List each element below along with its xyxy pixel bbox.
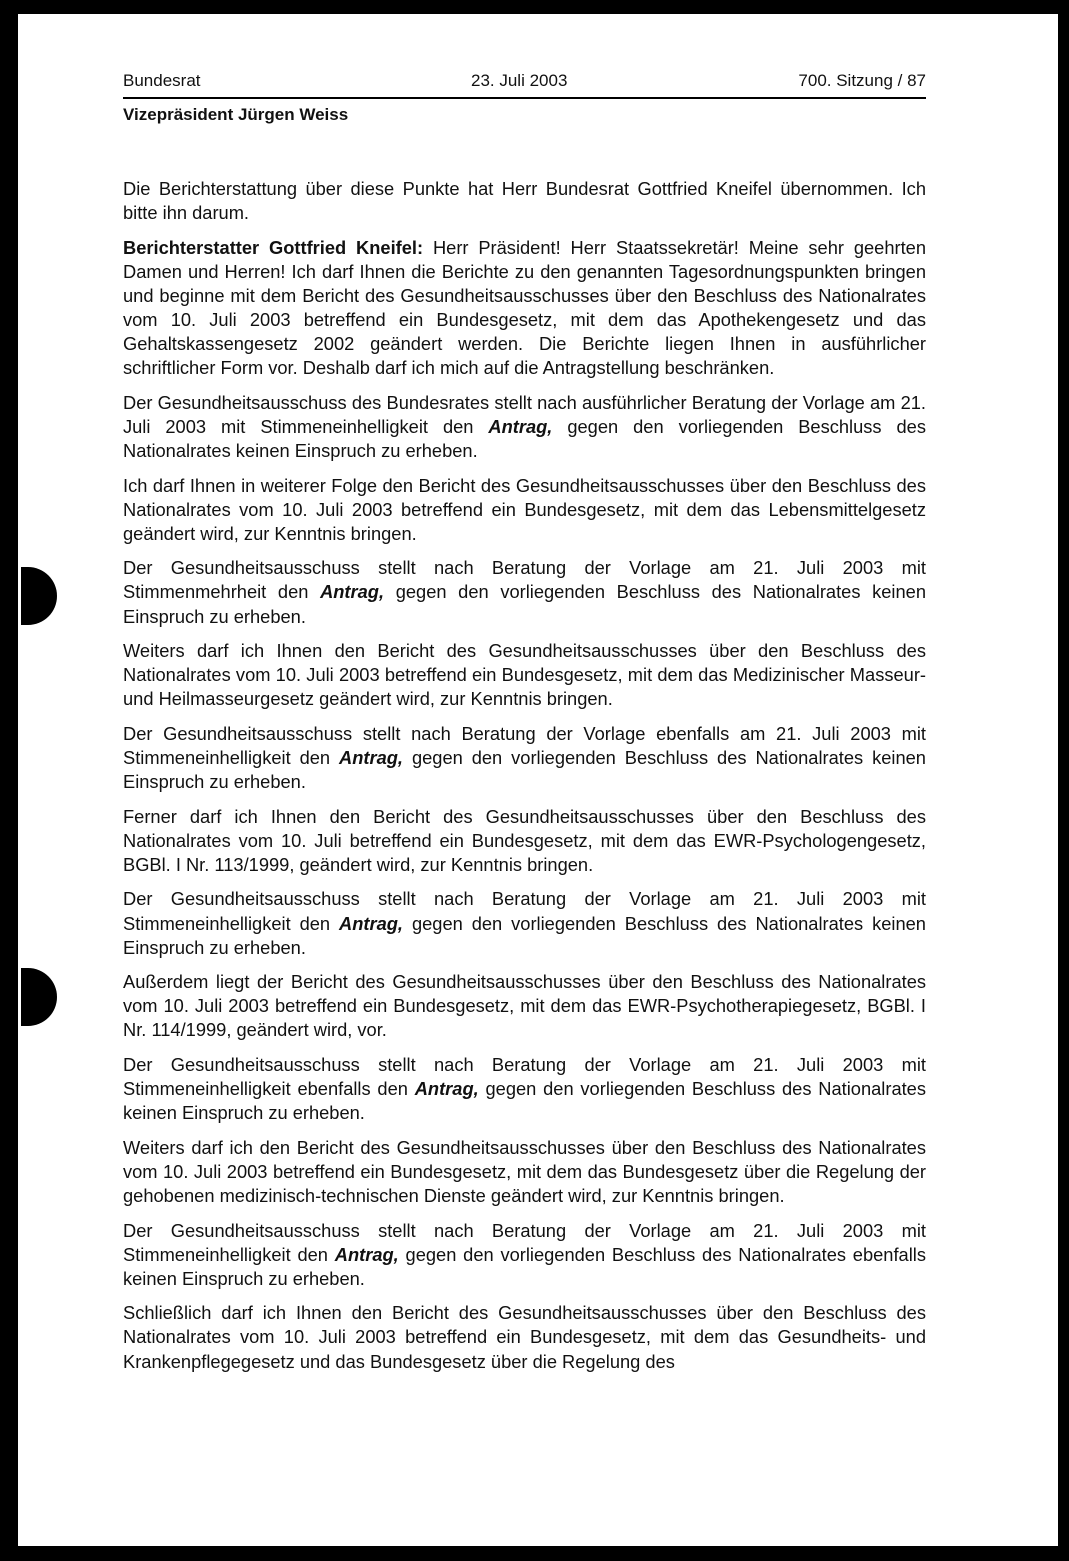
page-header xyxy=(123,69,926,99)
paragraph: Der Gesundheitsausschuss stellt nach Beratung der Vorlage am 21. Juli 2003 mit Stimmenmehrheit den Antrag, gegen den vorliegenden Beschluss des Nationalrates keinen Einspruch zu erheben. xyxy=(123,557,926,627)
document-page xyxy=(18,14,1058,1546)
paragraph: Schließlich darf ich Ihnen den Bericht des Gesundheitsausschusses über den Beschluss des Nationalrates vom 10. Juli 2003 betreffend ein Bundesgesetz, mit dem das Gesundheits- und Krankenpflegegesetz und das Bundesgesetz über die Regelung des xyxy=(123,1302,926,1372)
paragraph: Weiters darf ich Ihnen den Bericht des Gesundheitsausschusses über den Beschluss des Nationalrates vom 10. Juli 2003 betreffend ein Bundesgesetz, mit dem das Medizinischer Masseur- und Heilmasseurgesetz geändert wird, zur Kenntnis bringen. xyxy=(123,640,926,710)
punch-hole xyxy=(21,567,57,625)
header-chamber: Bundesrat xyxy=(123,71,201,90)
paragraph: Der Gesundheitsausschuss des Bundesrates stellt nach ausführlicher Beratung der Vorlage am 21. Juli 2003 mit Stimmeneinhelligkeit den Antrag, gegen den vorliegenden Beschluss des Nationalrates keinen Einspruch zu erheben. xyxy=(123,391,926,461)
paragraph: Der Gesundheitsausschuss stellt nach Beratung der Vorlage am 21. Juli 2003 mit Stimmeneinhelligkeit den Antrag, gegen den vorliegenden Beschluss des Nationalrates keinen Einspruch zu erheben. xyxy=(123,888,926,958)
antrag-term: Antrag, xyxy=(334,1243,399,1265)
paragraph: Außerdem liegt der Bericht des Gesundheitsausschusses über den Beschluss des Nationalrates vom 10. Juli 2003 betreffend ein Bundesgesetz, mit dem das EWR-Psychotherapiegesetz, BGBl. I Nr. 114/1999, geändert wird, vor. xyxy=(123,971,926,1041)
antrag-term: Antrag, xyxy=(320,581,385,603)
speech-body xyxy=(123,177,926,1384)
antrag-term: Antrag, xyxy=(488,415,553,437)
presiding-speaker: Vizepräsident Jürgen Weiss xyxy=(123,105,349,124)
paragraph: Der Gesundheitsausschuss stellt nach Beratung der Vorlage am 21. Juli 2003 mit Stimmeneinhelligkeit ebenfalls den Antrag, gegen den vorliegenden Beschluss des Nationalrates keinen Einspruch zu erheben. xyxy=(123,1054,926,1124)
paragraph: Der Gesundheitsausschuss stellt nach Beratung der Vorlage am 21. Juli 2003 mit Stimmeneinhelligkeit den Antrag, gegen den vorliegenden Beschluss des Nationalrates ebenfalls keinen Einspruch zu erheben. xyxy=(123,1219,926,1289)
paragraph: Ich darf Ihnen in weiterer Folge den Bericht des Gesundheitsausschusses über den Beschluss des Nationalrates vom 10. Juli 2003 betreffend ein Bundesgesetz, mit dem das Lebensmittelgesetz geändert wird, zur Kenntnis bringen. xyxy=(123,474,926,544)
antrag-term: Antrag, xyxy=(339,912,404,934)
header-session-page: 700. Sitzung / 87 xyxy=(798,71,926,90)
antrag-term: Antrag, xyxy=(414,1078,479,1100)
antrag-term: Antrag, xyxy=(339,746,404,768)
punch-hole xyxy=(21,968,57,1026)
paragraph: Berichterstatter Gottfried Kneifel: Herr Präsident! Herr Staatssekretär! Meine sehr geehrten Damen und Herren! Ich darf Ihnen die Berichte zu den genannten Tagesordnungspunkten bringen und beginne mit dem Bericht des Gesundheitsausschusses über den Beschluss des Nationalrates vom 10. Juli 2003 betreffend ein Bundesgesetz, mit dem das Apothekengesetz und das Gehaltskassengesetz 2002 geändert werden. Die Berichte liegen Ihnen in ausführlicher schriftlicher Form vor. Deshalb darf ich mich auf die Antragstellung beschränken. xyxy=(123,236,926,379)
paragraph: Die Berichterstattung über diese Punkte hat Herr Bundesrat Gottfried Kneifel übernommen. Ich bitte ihn darum. xyxy=(123,178,926,224)
paragraph: Weiters darf ich den Bericht des Gesundheitsausschusses über den Beschluss des Nationalrates vom 10. Juli 2003 betreffend ein Bundesgesetz, mit dem das Bundesgesetz über die Regelung der gehobenen medizinisch-technischen Dienste geändert wird, zur Kenntnis bringen. xyxy=(123,1136,926,1206)
speaker-label: Berichterstatter Gottfried Kneifel: xyxy=(123,236,424,258)
header-date: 23. Juli 2003 xyxy=(471,71,568,90)
paragraph: Ferner darf ich Ihnen den Bericht des Gesundheitsausschusses über den Beschluss des Nationalrates vom 10. Juli betreffend ein Bundesgesetz, mit dem das EWR-Psychologengesetz, BGBl. I Nr. 113/1999, geändert wird, zur Kenntnis bringen. xyxy=(123,805,926,875)
paragraph: Der Gesundheitsausschuss stellt nach Beratung der Vorlage ebenfalls am 21. Juli 2003 mit Stimmeneinhelligkeit den Antrag, gegen den vorliegenden Beschluss des Nationalrates keinen Einspruch zu erheben. xyxy=(123,722,926,793)
